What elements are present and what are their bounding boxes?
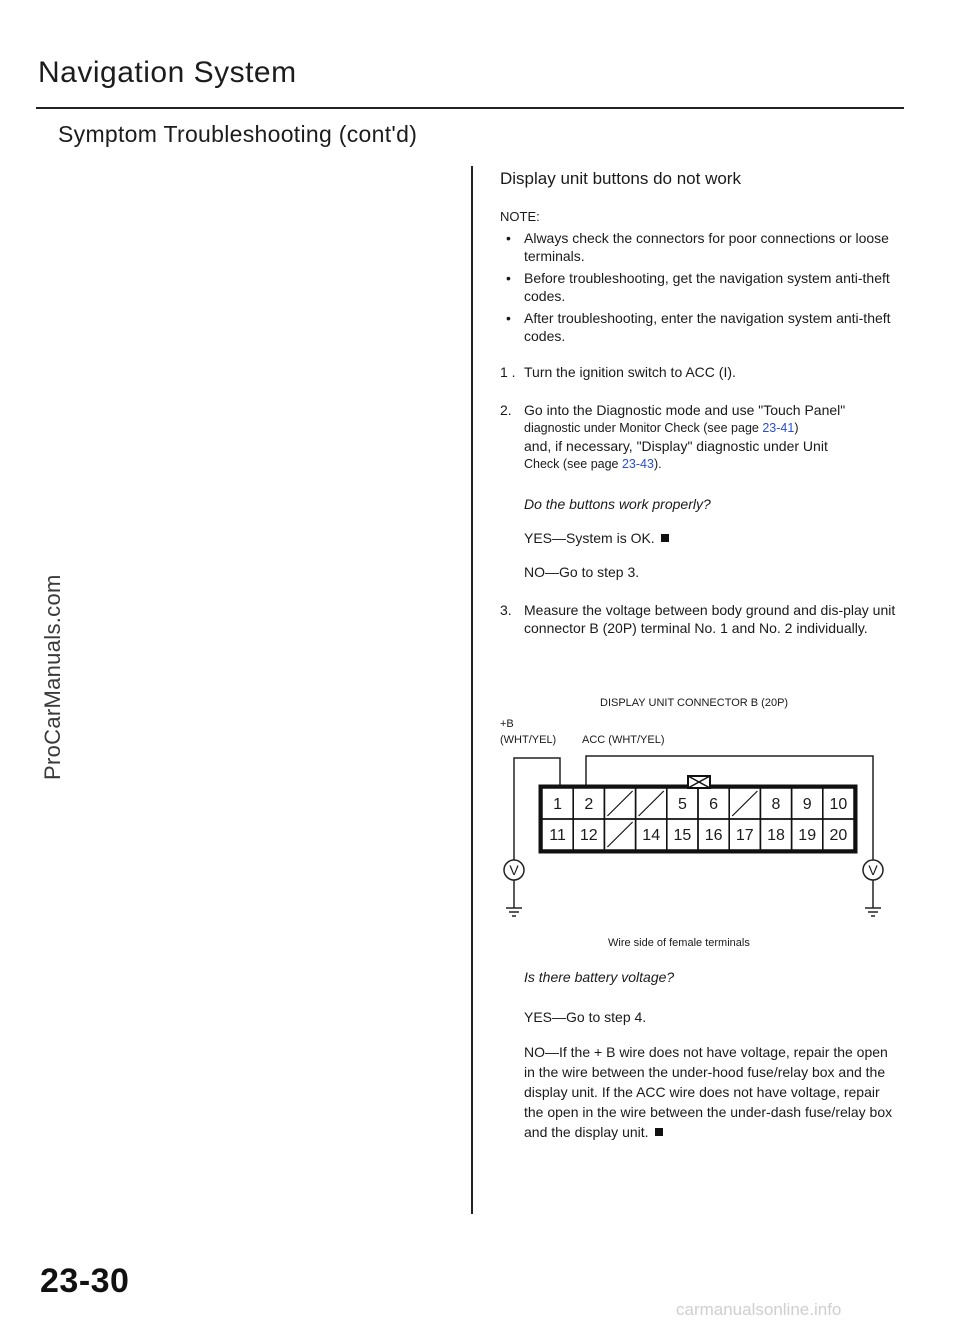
footer-site: carmanualsonline.info [676, 1300, 842, 1319]
step-text-part: ) [794, 421, 799, 435]
unused-terminal-mark [607, 791, 632, 816]
step-2 [500, 401, 900, 473]
note-label: NOTE: [500, 209, 540, 224]
step-text [524, 419, 900, 437]
question-2: Is there battery voltage? [524, 969, 675, 985]
terminal-number: 1 [553, 796, 563, 813]
step-text: and, if necessary, "Display" diagnostic under Unit [524, 438, 828, 454]
section-title: Symptom Troubleshooting (cont'd) [58, 121, 418, 147]
note-item: • After troubleshooting, enter the navigation system anti-theft codes. [500, 309, 900, 345]
terminal-number: 5 [677, 796, 687, 813]
terminal-number: 16 [704, 827, 723, 844]
content-column [500, 170, 900, 637]
answer-text: NO—If the + B wire does not have voltage, repair the open in the wire between the under-hood fuse/relay box and the display unit. If the ACC wire does not have voltage, repair the open in the wire between the under-dash fuse/relay box and the display unit. [524, 1044, 893, 1140]
page-link-23-41[interactable]: 23-41 [762, 421, 795, 435]
step-text [524, 455, 900, 473]
connector-diagram [480, 690, 910, 950]
terminal-grid [542, 788, 854, 850]
answer-no-1: NO—Go to step 3. [524, 564, 640, 580]
page-title: Navigation System [38, 56, 297, 89]
terminal-number: 12 [579, 827, 598, 844]
step-text: Measure the voltage between body ground and dis-play unit connector B (20P) terminal No. 1 and No. 2 individually. [524, 602, 896, 636]
step-number: 2. [500, 402, 512, 418]
step-number: 3. [500, 602, 512, 618]
step-3 [500, 601, 900, 637]
note-item: • Before troubleshooting, get the navigation system anti-theft codes. [500, 269, 900, 305]
terminal-number: 19 [798, 827, 817, 844]
step-number: 1 . [500, 364, 516, 380]
watermark: ProCarManuals.com [40, 574, 65, 780]
terminal-number: 10 [829, 796, 848, 813]
terminal-number: 8 [771, 796, 781, 813]
unused-terminal-mark [732, 791, 757, 816]
label-plus-b: +B [500, 718, 514, 730]
step-text-part: ). [653, 457, 662, 471]
terminal-number: 18 [767, 827, 785, 844]
terminal-number: 11 [549, 827, 566, 844]
page-link-23-43[interactable]: 23-43 [621, 457, 654, 471]
terminal-number: 9 [802, 796, 812, 813]
voltmeter-symbol: V [509, 862, 519, 878]
label-acc: ACC (WHT/YEL) [582, 734, 665, 746]
terminal-number: 20 [829, 827, 848, 844]
answer-yes-2: YES—Go to step 4. [524, 1009, 647, 1025]
step-1 [500, 363, 900, 381]
page-number: 23-30 [40, 1262, 130, 1300]
unused-terminal-mark [607, 822, 632, 847]
step-text: Turn the ignition switch to ACC (I). [524, 364, 736, 380]
step-text-part: Check (see page [524, 457, 622, 471]
voltmeter-symbol: V [868, 862, 878, 878]
end-mark-icon [655, 1128, 663, 1136]
note-item: • Always check the connectors for poor connections or loose terminals. [500, 229, 900, 265]
diagram-title: DISPLAY UNIT CONNECTOR B (20P) [600, 697, 789, 709]
terminal-number: 17 [735, 827, 754, 844]
terminal-number: 6 [709, 796, 719, 813]
step-text-part: diagnostic under Monitor Check (see page [524, 421, 763, 435]
title-rule [36, 107, 904, 109]
step-text: Go into the Diagnostic mode and use "Touch Panel" [524, 402, 846, 418]
unused-terminal-mark [639, 791, 664, 816]
symptom-heading: Display unit buttons do not work [500, 169, 741, 188]
diagram-caption: Wire side of female terminals [608, 937, 750, 949]
terminal-number: 2 [584, 796, 594, 813]
step-3-results [500, 968, 900, 1142]
terminal-number: 14 [642, 827, 661, 844]
terminal-number: 15 [673, 827, 692, 844]
end-mark-icon [661, 534, 669, 542]
answer-text: YES—System is OK. [524, 530, 655, 546]
question-1: Do the buttons work properly? [524, 496, 711, 512]
label-plus-b-color: (WHT/YEL) [500, 734, 557, 746]
answer-yes-1 [500, 529, 900, 547]
column-divider [471, 166, 473, 1214]
answer-no-2 [500, 1042, 900, 1142]
